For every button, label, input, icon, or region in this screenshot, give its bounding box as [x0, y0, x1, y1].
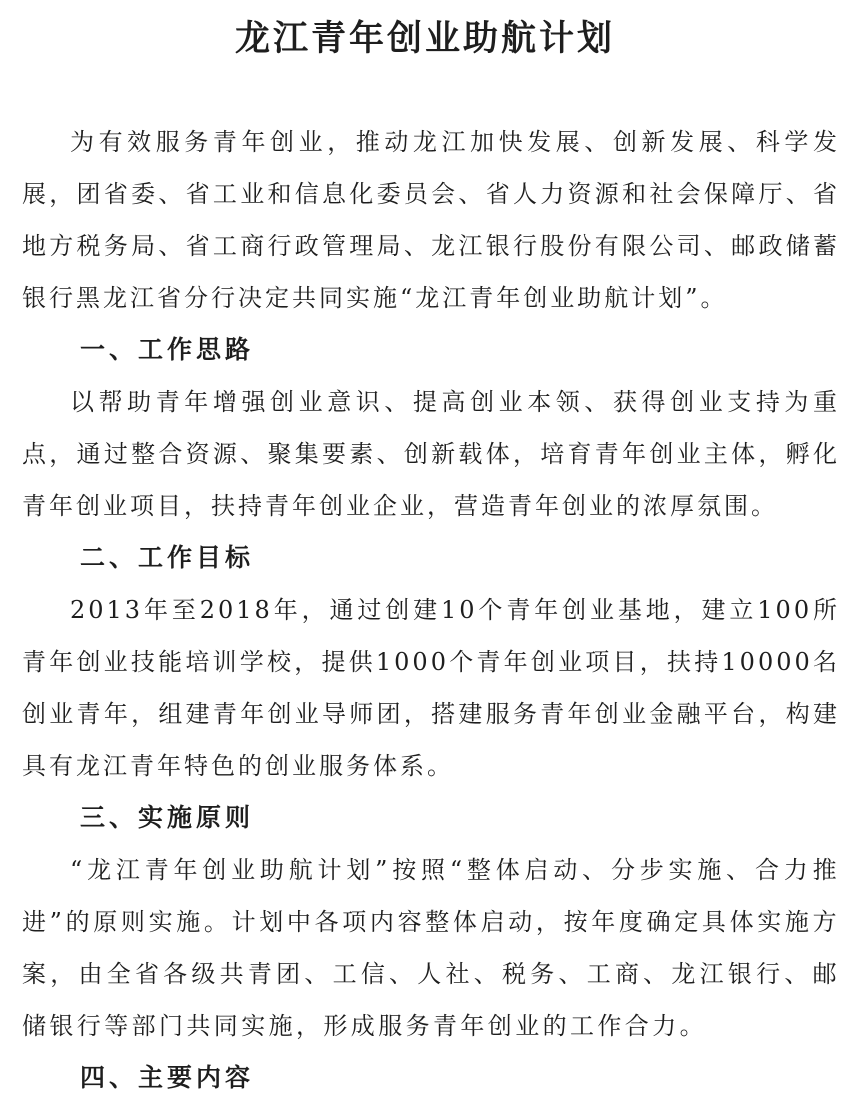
- section-heading-work-approach: 一、工作思路: [80, 335, 255, 364]
- section-heading-principles: 三、实施原则: [80, 803, 255, 832]
- intro-paragraph: 为有效服务青年创业，推动龙江加快发展、创新发展、科学发展，团省委、省工业和信息化委员会、省人力资源和社会保障厅、省地方税务局、省工商行政管理局、龙江银行股份有限公司、邮政储蓄银行黑龙江省分行决定共同实施“龙江青年创业助航计划”。: [22, 128, 840, 312]
- section-heading-main-content: 四、主要内容: [80, 1063, 255, 1092]
- section-text-principles: “龙江青年创业助航计划”按照“整体启动、分步实施、合力推进”的原则实施。计划中各项内容整体启动，按年度确定具体实施方案，由全省各级共青团、工信、人社、税务、工商、龙江银行、邮储银行等部门共同实施，形成服务青年创业的工作合力。: [22, 856, 840, 1040]
- section-heading-work-goals: 二、工作目标: [80, 543, 255, 572]
- document-title: 龙江青年创业助航计划: [234, 19, 615, 59]
- section-text-work-approach: 以帮助青年增强创业意识、提高创业本领、获得创业支持为重点，通过整合资源、聚集要素、创新载体，培育青年创业主体，孵化青年创业项目，扶持青年创业企业，营造青年创业的浓厚氛围。: [22, 388, 840, 520]
- document-body: [22, 116, 840, 1104]
- section-text-work-goals: 2013年至2018年，通过创建10个青年创业基地，建立100所青年创业技能培训学校，提供1000个青年创业项目，扶持10000名创业青年，组建青年创业导师团，搭建服务青年创业金融平台，构建具有龙江青年特色的创业服务体系。: [22, 596, 840, 780]
